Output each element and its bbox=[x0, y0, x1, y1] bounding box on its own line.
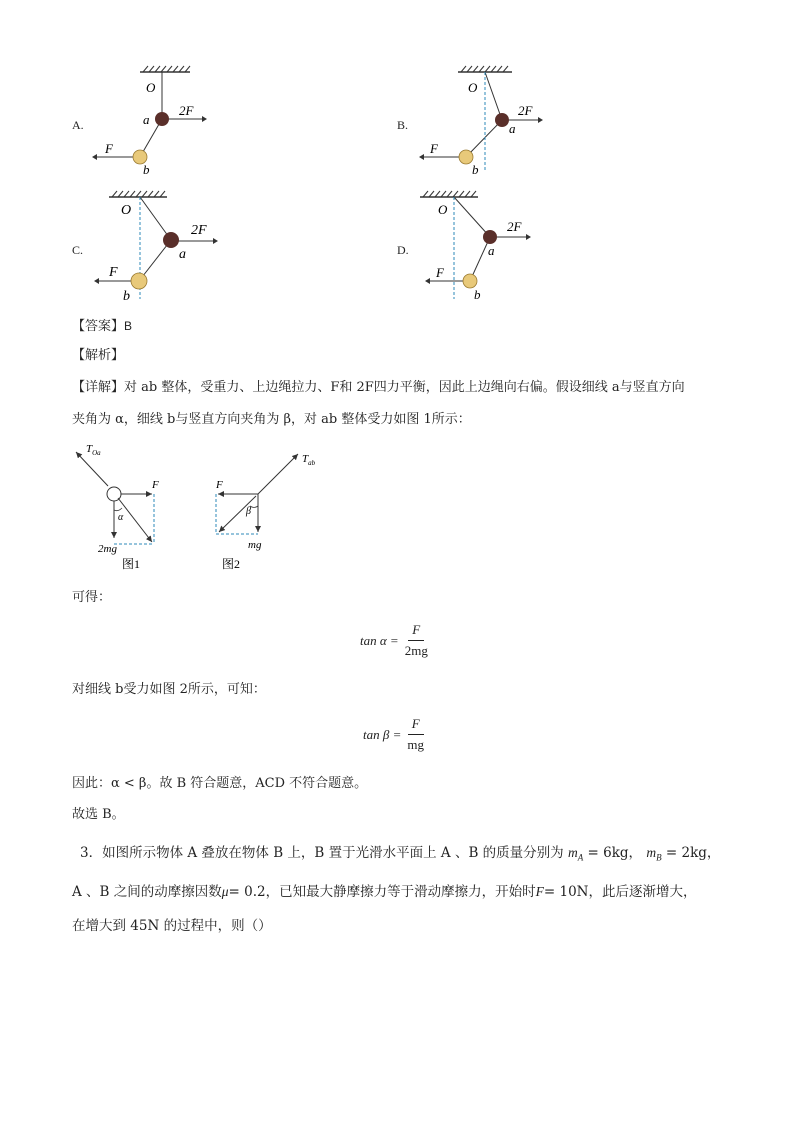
ma-value: = 6kg bbox=[587, 845, 629, 861]
ma-var: m bbox=[567, 845, 578, 860]
eq1-left: tan α = bbox=[360, 632, 399, 648]
label-b: b bbox=[143, 162, 150, 177]
label-o: O bbox=[146, 80, 156, 95]
q3-text-2c: ，此后逐渐增大， bbox=[588, 884, 697, 900]
label-a: a bbox=[509, 121, 516, 136]
eq1-numerator: F bbox=[408, 622, 424, 641]
two-mg-label: 2mg bbox=[98, 543, 117, 555]
eq2-numerator: F bbox=[408, 716, 424, 735]
mg-label: mg bbox=[248, 539, 262, 551]
figure-2 bbox=[215, 453, 316, 571]
analysis-label: 【解析】 bbox=[72, 348, 125, 363]
mb-sub: B bbox=[656, 852, 662, 863]
q3-text-2a: A 、B 之间的动摩擦因数 bbox=[72, 884, 222, 900]
alpha-label: α bbox=[118, 512, 124, 523]
label-2f: 2F bbox=[518, 103, 533, 118]
q3-text-2b: ，已知最大静摩擦力等于滑动摩擦力，开始时 bbox=[265, 884, 536, 900]
f-label: F bbox=[216, 479, 223, 491]
t-ab-label: $T_{ab}$ bbox=[302, 453, 316, 467]
eq2-denominator: mg bbox=[407, 737, 424, 752]
f-var: F bbox=[535, 884, 544, 899]
label-f: F bbox=[430, 141, 438, 156]
option-a-diagram bbox=[85, 62, 215, 182]
option-c-label: C. bbox=[72, 243, 84, 257]
fig1-caption: 图1 bbox=[122, 557, 141, 571]
label-2f: 2F bbox=[507, 219, 522, 234]
answer-label: 【答案】 bbox=[72, 319, 125, 334]
choose-text: 故选 B。 bbox=[72, 807, 125, 822]
ma-sub: A bbox=[577, 852, 584, 863]
q3-line-3: 在增大到 45N 的过程中，则（） bbox=[72, 918, 272, 934]
option-d-label: D. bbox=[397, 243, 409, 257]
equation-2 bbox=[363, 716, 428, 753]
label-a: a bbox=[488, 243, 495, 258]
detail-line-1 bbox=[72, 378, 685, 398]
mb-value: = 2kg bbox=[665, 845, 707, 861]
label-o: O bbox=[468, 80, 478, 95]
label-o: O bbox=[121, 203, 132, 218]
f-label: F bbox=[152, 479, 159, 491]
label-o: O bbox=[438, 202, 448, 217]
detail-line-2: 夹角为 α，细线 b与竖直方向夹角为 β，对 ab 整体受力如图 1所示： bbox=[72, 412, 471, 427]
option-b-label: B. bbox=[397, 118, 409, 132]
option-d-diagram bbox=[410, 187, 560, 307]
mu-var: μ bbox=[221, 884, 229, 899]
detail-label: 【详解】 bbox=[72, 380, 125, 395]
fig2-caption: 图2 bbox=[222, 557, 241, 571]
option-b-diagram bbox=[410, 62, 560, 182]
label-b: b bbox=[123, 289, 130, 304]
answer-value: B bbox=[124, 319, 133, 333]
t-oa-label: $T_{Oa}$ bbox=[86, 443, 101, 457]
label-b: b bbox=[474, 287, 481, 302]
mu-value: = 0.2 bbox=[228, 884, 266, 900]
detail-text-1: 对 ab 整体，受重力、上边绳拉力、F和 2F四力平衡，因此上边绳向右偏。假设细线 a与竖直方向 bbox=[124, 380, 685, 395]
f-value: = 10N bbox=[543, 884, 589, 900]
mb-var: m bbox=[646, 845, 657, 860]
equation-1 bbox=[360, 622, 432, 659]
option-a-label: A. bbox=[72, 118, 84, 132]
eq1-denominator: 2mg bbox=[404, 643, 428, 658]
force-figures bbox=[66, 440, 326, 580]
label-2f: 2F bbox=[191, 223, 207, 238]
figure-1 bbox=[76, 443, 159, 571]
q3-text-1: 3．如图所示物体 A 叠放在物体 B 上，B 置于光滑水平面上 A 、B 的质量分别为 bbox=[80, 845, 564, 861]
label-b: b bbox=[472, 162, 479, 177]
q3-line-1: 3．如图所示物体 A 叠放在物体 B 上，B 置于光滑水平面上 A 、B 的质量分别为 $m_A = 6kg$， $m_B = 2kg$， bbox=[80, 845, 721, 863]
line-b-text: 对细线 b受力如图 2所示，可知： bbox=[72, 682, 266, 697]
q3-line-2 bbox=[72, 882, 696, 902]
label-f: F bbox=[105, 141, 113, 156]
label-a: a bbox=[179, 247, 186, 262]
option-c-diagram bbox=[85, 187, 235, 307]
can-get-text: 可得： bbox=[72, 590, 112, 605]
label-f: F bbox=[109, 265, 118, 280]
eq2-left: tan β = bbox=[363, 726, 402, 742]
label-2f: 2F bbox=[179, 103, 194, 118]
beta-label: β bbox=[246, 506, 251, 517]
label-f: F bbox=[436, 265, 444, 280]
label-a: a bbox=[143, 112, 150, 127]
answer-line bbox=[72, 316, 132, 337]
therefore-text: 因此：α < β。故 B 符合题意，ACD 不符合题意。 bbox=[72, 776, 368, 791]
